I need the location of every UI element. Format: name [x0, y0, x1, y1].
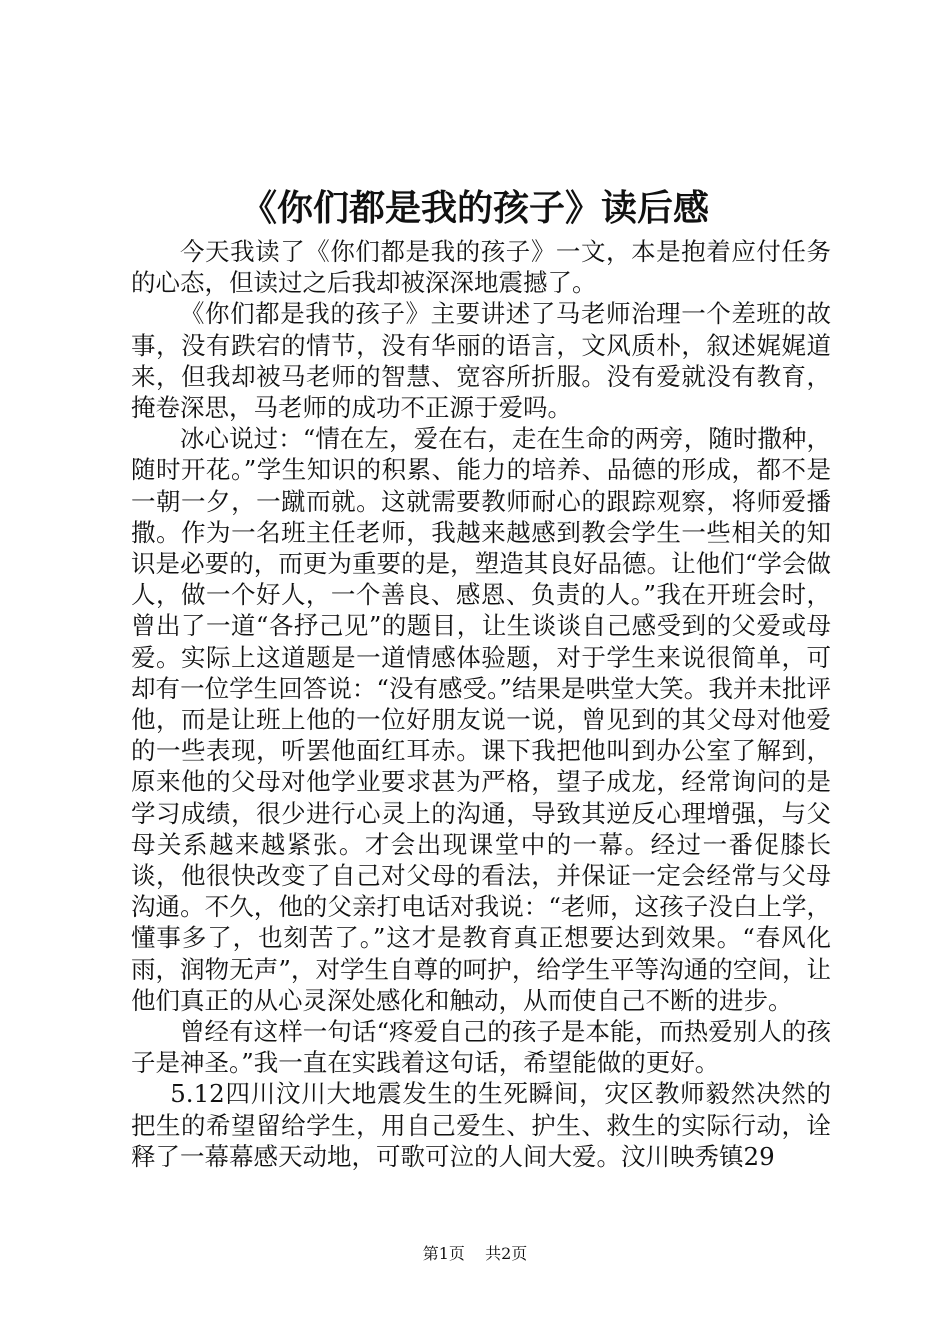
paragraph-5: 5.12四川汶川大地震发生的生死瞬间，灾区教师毅然决然的把生的希望留给学生，用自己爱生、护生、救生的实际行动，诠释了一幕幕感天动地，可歌可泣的人间大爱。汶川映秀镇29 — [131, 1079, 831, 1171]
paragraph-1: 今天我读了《你们都是我的孩子》一文，本是抱着应付任务的心态，但读过之后我却被深深地震撼了。 — [131, 237, 831, 298]
document-body — [131, 236, 831, 1172]
page-number: 第1页 — [422, 1244, 465, 1263]
paragraph-2: 《你们都是我的孩子》主要讲述了马老师治理一个差班的故事，没有跌宕的情节，没有华丽的语言，文风质朴，叙述娓娓道来，但我却被马老师的智慧、宽容所折服。没有爱就没有教育，掩卷深思，马老师的成功不正源于爱吗。 — [131, 299, 831, 423]
paragraph-4: 曾经有这样一句话“疼爱自己的孩子是本能，而热爱别人的孩子是神圣。”我一直在实践着这句话，希望能做的更好。 — [131, 1017, 831, 1078]
page-footer — [0, 1243, 950, 1265]
paragraph-3: 冰心说过：“情在左，爱在右，走在生命的两旁，随时撒种，随时开花。”学生知识的积累、能力的培养、品德的形成，都不是一朝一夕，一蹴而就。这就需要教师耐心的跟踪观察，将师爱播撒。作为一名班主任老师，我越来越感到教会学生一些相关的知识是必要的，而更为重要的是，塑造其良好品德。让他们“学会做人，做一个好人，一个善良、感恩、负责的人。”我在开班会时，曾出了一道“各抒己见”的题目，让生谈谈自己感受到的父爱或母爱。实际上这道题是一道情感体验题，对于学生来说很简单，可却有一位学生回答说：“没有感受。”结果是哄堂大笑。我并未批评他，而是让班上他的一位好朋友说一说，曾见到的其父母对他爱的一些表现，听罢他面红耳赤。课下我把他叫到办公室了解到，原来他的父母对他学业要求甚为严格，望子成龙，经常询问的是学习成绩，很少进行心灵上的沟通，导致其逆反心理增强，与父母关系越来越紧张。才会出现课堂中的一幕。经过一番促膝长谈，他很快改变了自己对父母的看法，并保证一定会经常与父母沟通。不久，他的父亲打电话对我说：“老师，这孩子没白上学，懂事多了，也刻苦了。”这才是教育真正想要达到效果。“春风化雨，润物无声”，对学生自尊的呵护，给学生平等沟通的空间，让他们真正的从心灵深处感化和触动，从而使自己不断的进步。 — [131, 424, 831, 1015]
document-title: 《你们都是我的孩子》读后感 — [240, 187, 709, 229]
page-total: 共2页 — [485, 1244, 528, 1263]
